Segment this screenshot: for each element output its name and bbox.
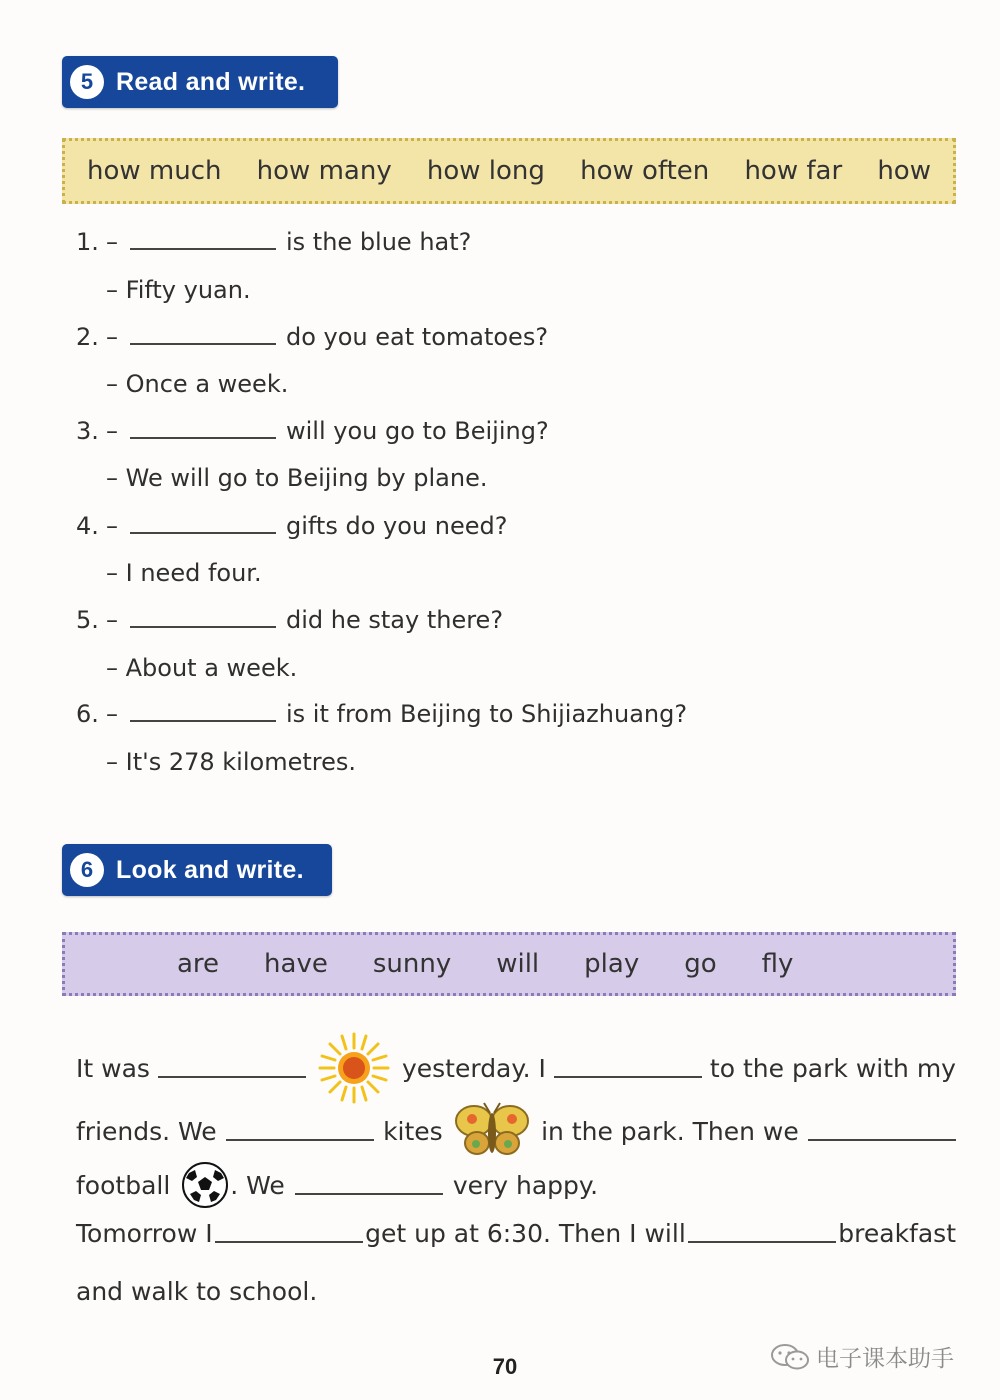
answer-blank[interactable] [226,1121,374,1141]
word-option: how [877,156,931,186]
paragraph-line-4 [76,1212,956,1254]
question-5 [76,606,503,634]
answer-blank[interactable] [554,1058,702,1078]
question-number: 1. [76,228,99,256]
word-option: are [177,949,220,979]
section-5-word-box [62,138,956,204]
word-option: will [496,949,540,979]
question-4 [76,512,507,540]
answer-blank[interactable] [295,1175,443,1195]
question-2 [76,323,548,351]
answer-3: – We will go to Beijing by plane. [106,464,488,492]
dash: – [106,606,118,634]
paragraph-line-3 [76,1158,956,1212]
paragraph-text: breakfast [838,1218,956,1248]
word-option: have [264,949,328,979]
word-option: play [584,949,640,979]
word-option: go [684,949,717,979]
word-option: how many [256,156,392,186]
butterfly-kite-icon [452,1101,532,1161]
question-6 [76,700,687,728]
paragraph-text: kites [383,1116,443,1146]
section-5-title: Read and write. [116,67,306,96]
watermark [770,1340,954,1373]
section-6-title: Look and write. [116,855,304,884]
answer-2: – Once a week. [106,370,289,398]
dash: – [106,700,118,728]
answer-blank[interactable] [808,1121,956,1141]
paragraph-text: in the park. Then we [541,1116,799,1146]
question-number: 3. [76,417,99,445]
section-6-number: 6 [70,853,104,887]
question-text: do you eat tomatoes? [286,323,549,351]
answer-6: – It's 278 kilometres. [106,748,356,776]
section-5-number: 5 [70,65,104,99]
answer-1: – Fifty yuan. [106,276,251,304]
question-text: did he stay there? [286,606,504,634]
sun-icon [314,1030,394,1106]
section-6-header [62,844,332,896]
question-number: 4. [76,512,99,540]
wechat-icon [770,1342,810,1372]
paragraph-text: very happy. [452,1170,599,1200]
question-text: is it from Beijing to Shijiazhuang? [286,700,688,728]
answer-blank[interactable] [130,323,276,345]
dash: – [106,323,118,351]
word-option: fly [761,949,794,979]
section-6-word-box [62,932,956,996]
question-number: 2. [76,323,99,351]
answer-blank[interactable] [130,512,276,534]
paragraph-text: yesterday. I [401,1053,546,1083]
answer-blank[interactable] [158,1058,306,1078]
question-text: will you go to Beijing? [286,417,549,445]
question-text: gifts do you need? [286,512,508,540]
paragraph-text: to the park with my [709,1053,956,1083]
question-1 [76,228,471,256]
word-option: how much [87,156,222,186]
paragraph-line-2 [76,1100,956,1162]
question-3 [76,417,549,445]
dash: – [106,228,118,256]
answer-blank[interactable] [130,228,276,250]
page-number: 70 [492,1354,518,1379]
paragraph-text: friends. We [76,1116,217,1146]
word-option: how far [744,156,843,186]
word-option: sunny [372,949,452,979]
answer-4: – I need four. [106,559,262,587]
question-number: 6. [76,700,99,728]
paragraph-text: football [76,1170,171,1200]
dash: – [106,512,118,540]
paragraph-line-5 [76,1270,956,1312]
paragraph-text: and walk to school. [76,1276,318,1306]
answer-5: – About a week. [106,654,298,682]
answer-blank[interactable] [130,606,276,628]
word-option: how long [426,156,545,186]
paragraph-text: Tomorrow I [76,1218,213,1248]
watermark-text: 电子课本助手 [816,1346,954,1372]
question-number: 5. [76,606,99,634]
answer-blank[interactable] [215,1223,363,1243]
paragraph-text: It was [76,1053,150,1083]
answer-blank[interactable] [688,1223,836,1243]
answer-blank[interactable] [130,417,276,439]
soccer-ball-icon [180,1160,230,1210]
section-5-header [62,56,338,108]
paragraph-text: get up at 6:30. Then I will [365,1218,686,1248]
paragraph-line-1 [76,1030,956,1106]
answer-blank[interactable] [130,700,276,722]
paragraph-text: . We [230,1170,285,1200]
dash: – [106,417,118,445]
question-text: is the blue hat? [286,228,472,256]
word-option: how often [580,156,710,186]
